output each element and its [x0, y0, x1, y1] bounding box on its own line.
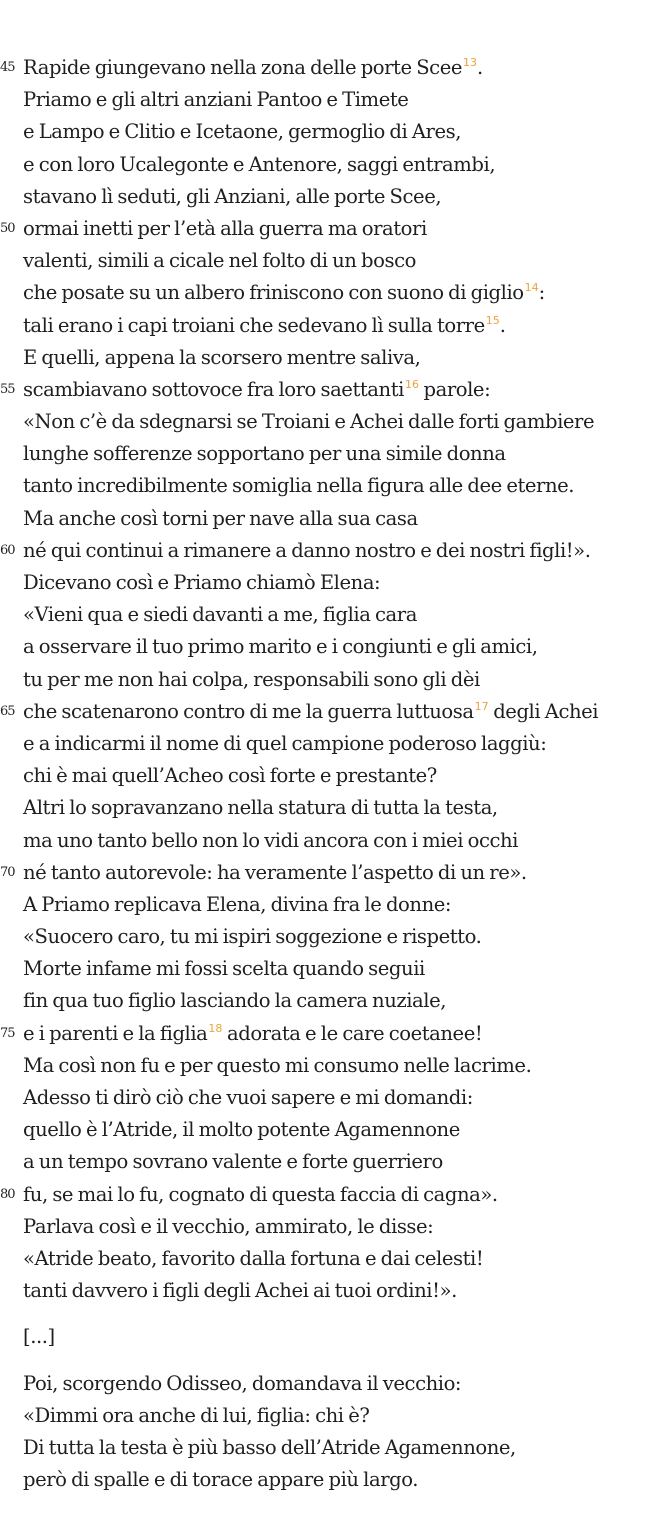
verse-line	[0, 599, 666, 631]
stanza-gap	[0, 1307, 666, 1321]
verse-line	[0, 631, 666, 663]
verse-text	[23, 889, 451, 921]
ellipsis-line	[0, 1321, 666, 1353]
verse-text	[23, 728, 546, 760]
verse-segment: parole:	[418, 377, 491, 401]
verse-line	[0, 1432, 666, 1464]
verse-line	[0, 1368, 666, 1400]
verse-text	[23, 342, 420, 374]
verse-line	[0, 889, 666, 921]
verse-line	[0, 438, 666, 470]
verse-line	[0, 277, 666, 309]
verse-text	[23, 921, 481, 953]
verse-text	[23, 1018, 482, 1053]
verse-line	[0, 760, 666, 792]
verse-text	[23, 1211, 433, 1243]
verse-text	[23, 116, 461, 148]
verse-line	[0, 567, 666, 599]
verse-segment: a un tempo sovrano valente e forte guerriero	[23, 1150, 443, 1174]
verse-segment: quello è l’Atride, il molto potente Agamennone	[23, 1118, 460, 1142]
verse-segment: scambiavano sottovoce fra loro saettanti	[23, 377, 404, 401]
verse-segment: Ma così non fu e per questo mi consumo nelle lacrime.	[23, 1053, 532, 1077]
verse-segment: «Vieni qua e siedi davanti a me, figlia cara	[23, 603, 417, 627]
verse-text	[23, 760, 437, 792]
verse-line	[0, 1243, 666, 1275]
verse-text	[23, 1082, 473, 1114]
verse-segment: «Suocero caro, tu mi ispiri soggezione e rispetto.	[23, 925, 482, 949]
verse-text	[23, 953, 425, 985]
verse-line	[0, 310, 666, 342]
line-number: 65	[0, 703, 15, 719]
verse-segment: .	[499, 313, 506, 337]
verse-segment: Altri lo sopravanzano nella statura di tutta la testa,	[23, 796, 498, 820]
verse-line	[0, 825, 666, 857]
verse-text	[23, 84, 408, 116]
line-number: 50	[0, 220, 15, 236]
verse-line	[0, 503, 666, 535]
verse-segment: tali erano i capi troiani che sedevano lì sulla torre	[23, 313, 485, 337]
ellipsis: [...]	[23, 1325, 55, 1349]
verse-segment: e con loro Ucalegonte e Antenore, saggi entrambi,	[23, 152, 496, 176]
verse-text	[23, 1275, 457, 1307]
verse-segment: Dicevano così e Priamo chiamò Elena:	[23, 571, 381, 594]
verse-line	[0, 406, 666, 438]
verse-line	[0, 857, 666, 889]
line-number: 70	[0, 864, 15, 880]
verse-line	[0, 245, 666, 277]
verse-segment: Morte infame mi fossi scelta quando seguii	[23, 957, 425, 981]
verse-segment: «Atride beato, favorito dalla fortuna e dai celesti!	[23, 1246, 484, 1270]
verse-text	[23, 1400, 369, 1432]
verse-text	[23, 1146, 443, 1178]
footnote-marker: 17	[474, 699, 489, 713]
verse-text	[23, 374, 490, 409]
verse-text	[23, 149, 495, 181]
verse-segment: ormai inetti per l’età alla guerra ma oratori	[23, 216, 427, 240]
verse-line	[0, 1146, 666, 1178]
verse-line	[0, 728, 666, 760]
verse-text	[23, 1368, 461, 1400]
verse-segment: fin qua tuo figlio lasciando la camera nuziale,	[23, 989, 447, 1013]
verse-text	[23, 213, 427, 245]
verse-text	[23, 1432, 516, 1464]
verse-segment: Adesso ti dirò ciò che vuoi sapere e mi domandi:	[23, 1086, 473, 1109]
verse-line	[0, 213, 666, 245]
verse-segment: e Lampo e Clitio e Icetaone, germoglio di Ares,	[23, 120, 461, 144]
verse-line	[0, 696, 666, 728]
verse-segment: stavano lì seduti, gli Anziani, alle porte Scee,	[23, 184, 442, 208]
verse-text	[23, 438, 506, 470]
verse-segment: Ma anche così torni per nave alla sua casa	[23, 506, 418, 530]
footnote-marker: 18	[208, 1021, 223, 1035]
verse-segment: e a indicarmi il nome di quel campione poderoso laggiù:	[23, 731, 547, 755]
verse-text	[23, 567, 380, 599]
verse-text	[23, 631, 538, 663]
verse-segment: che posate su un albero friniscono con suono di giglio	[23, 281, 524, 305]
verse-line	[0, 1114, 666, 1146]
verse-segment: «Non c’è da sdegnarsi se Troiani e Achei dalle forti gambiere	[23, 410, 595, 434]
verse-segment: «Dimmi ora anche di lui, figlia: chi è?	[23, 1403, 370, 1427]
verse-text	[23, 245, 416, 277]
verse-line	[0, 535, 666, 567]
line-number: 45	[0, 60, 15, 75]
stanza-gap	[0, 1354, 666, 1368]
verse-segment: ma uno tanto bello non lo vidi ancora con i miei occhi	[23, 828, 518, 852]
verse-segment: né qui continui a rimanere a danno nostro e dei nostri figli!».	[23, 538, 591, 562]
verse-text	[23, 406, 594, 438]
verse-segment: tu per me non hai colpa, responsabili sono gli dèi	[23, 667, 480, 691]
verse-text	[23, 470, 574, 502]
verse-text	[23, 181, 441, 213]
verse-line	[0, 953, 666, 985]
line-number: 60	[0, 542, 15, 558]
verse-segment: fu, se mai lo fu, cognato di questa faccia di cagna».	[23, 1182, 498, 1206]
verse-line	[0, 149, 666, 181]
verse-line	[0, 84, 666, 116]
verse-segment: chi è mai quell’Acheo così forte e prestante?	[23, 764, 437, 788]
line-number: 55	[0, 381, 15, 397]
verse-segment: e i parenti e la figlia	[23, 1021, 208, 1045]
verse-segment: a osservare il tuo primo marito e i congiunti e gli amici,	[23, 635, 538, 659]
verse-text	[23, 857, 527, 889]
verse-text	[23, 825, 518, 857]
verse-text	[23, 792, 498, 824]
line-number: 80	[0, 1186, 15, 1202]
verse-line	[0, 181, 666, 213]
verse-segment: Di tutta la testa è più basso dell’Atride Agamennone,	[23, 1435, 516, 1459]
verse-text	[23, 1050, 531, 1082]
verse-segment: tanti davvero i figli degli Achei ai tuoi ordini!».	[23, 1279, 457, 1303]
verse-segment: Poi, scorgendo Odisseo, domandava il vecchio:	[23, 1371, 462, 1395]
verse-segment: tanto incredibilmente somiglia nella figura alle dee eterne.	[23, 474, 575, 498]
verse-text	[23, 985, 446, 1017]
verse-line	[0, 52, 666, 84]
verse-line	[0, 1050, 666, 1082]
verse-line	[0, 1018, 666, 1050]
verse-text	[23, 1464, 418, 1496]
verse-segment: :	[538, 281, 545, 305]
verse-segment: A Priamo replicava Elena, divina fra le donne:	[23, 892, 452, 916]
verse-text	[23, 310, 506, 345]
verse-text	[23, 664, 480, 696]
verse-line	[0, 1082, 666, 1114]
footnote-marker: 16	[404, 377, 419, 391]
verse-text	[23, 1114, 460, 1146]
verse-line	[0, 985, 666, 1017]
verse-segment: degli Achei	[488, 699, 599, 723]
footnote-marker: 14	[524, 281, 539, 295]
verse-text	[23, 503, 418, 535]
verse-text	[23, 52, 483, 87]
poem-text	[0, 52, 666, 1496]
verse-text	[23, 535, 591, 567]
verse-line	[0, 664, 666, 696]
verse-text	[23, 696, 598, 731]
verse-segment: Rapide giungevano nella zona delle porte Scee	[23, 56, 462, 79]
footnote-marker: 13	[462, 56, 477, 69]
verse-segment: però di spalle e di torace appare più largo.	[23, 1468, 419, 1492]
verse-text	[23, 599, 417, 631]
verse-segment: Parlava così e il vecchio, ammirato, le disse:	[23, 1214, 434, 1238]
verse-line	[0, 342, 666, 374]
verse-line	[0, 374, 666, 406]
verse-line	[0, 116, 666, 148]
verse-segment: E quelli, appena la scorsero mentre saliva,	[23, 345, 421, 369]
verse-line	[0, 470, 666, 502]
footnote-marker: 15	[485, 313, 500, 327]
verse-segment: adorata e le care coetanee!	[222, 1021, 483, 1045]
verse-block-1	[0, 52, 666, 1307]
verse-text	[23, 1243, 483, 1275]
verse-segment: né tanto autorevole: ha veramente l’aspetto di un re».	[23, 860, 527, 884]
line-number: 75	[0, 1025, 15, 1041]
verse-line	[0, 1400, 666, 1432]
verse-line	[0, 792, 666, 824]
verse-block-2	[0, 1368, 666, 1497]
verse-segment: Priamo e gli altri anziani Pantoo e Timete	[23, 88, 409, 112]
verse-line	[0, 1464, 666, 1496]
verse-line	[0, 1275, 666, 1307]
verse-segment: lunghe sofferenze sopportano per una simile donna	[23, 442, 506, 466]
verse-segment: .	[476, 56, 483, 79]
verse-segment: valenti, simili a cicale nel folto di un bosco	[23, 249, 416, 273]
verse-text	[23, 277, 545, 312]
verse-line	[0, 921, 666, 953]
verse-line	[0, 1211, 666, 1243]
verse-text	[23, 1179, 498, 1211]
verse-segment: che scatenarono contro di me la guerra luttuosa	[23, 699, 474, 723]
verse-line	[0, 1179, 666, 1211]
